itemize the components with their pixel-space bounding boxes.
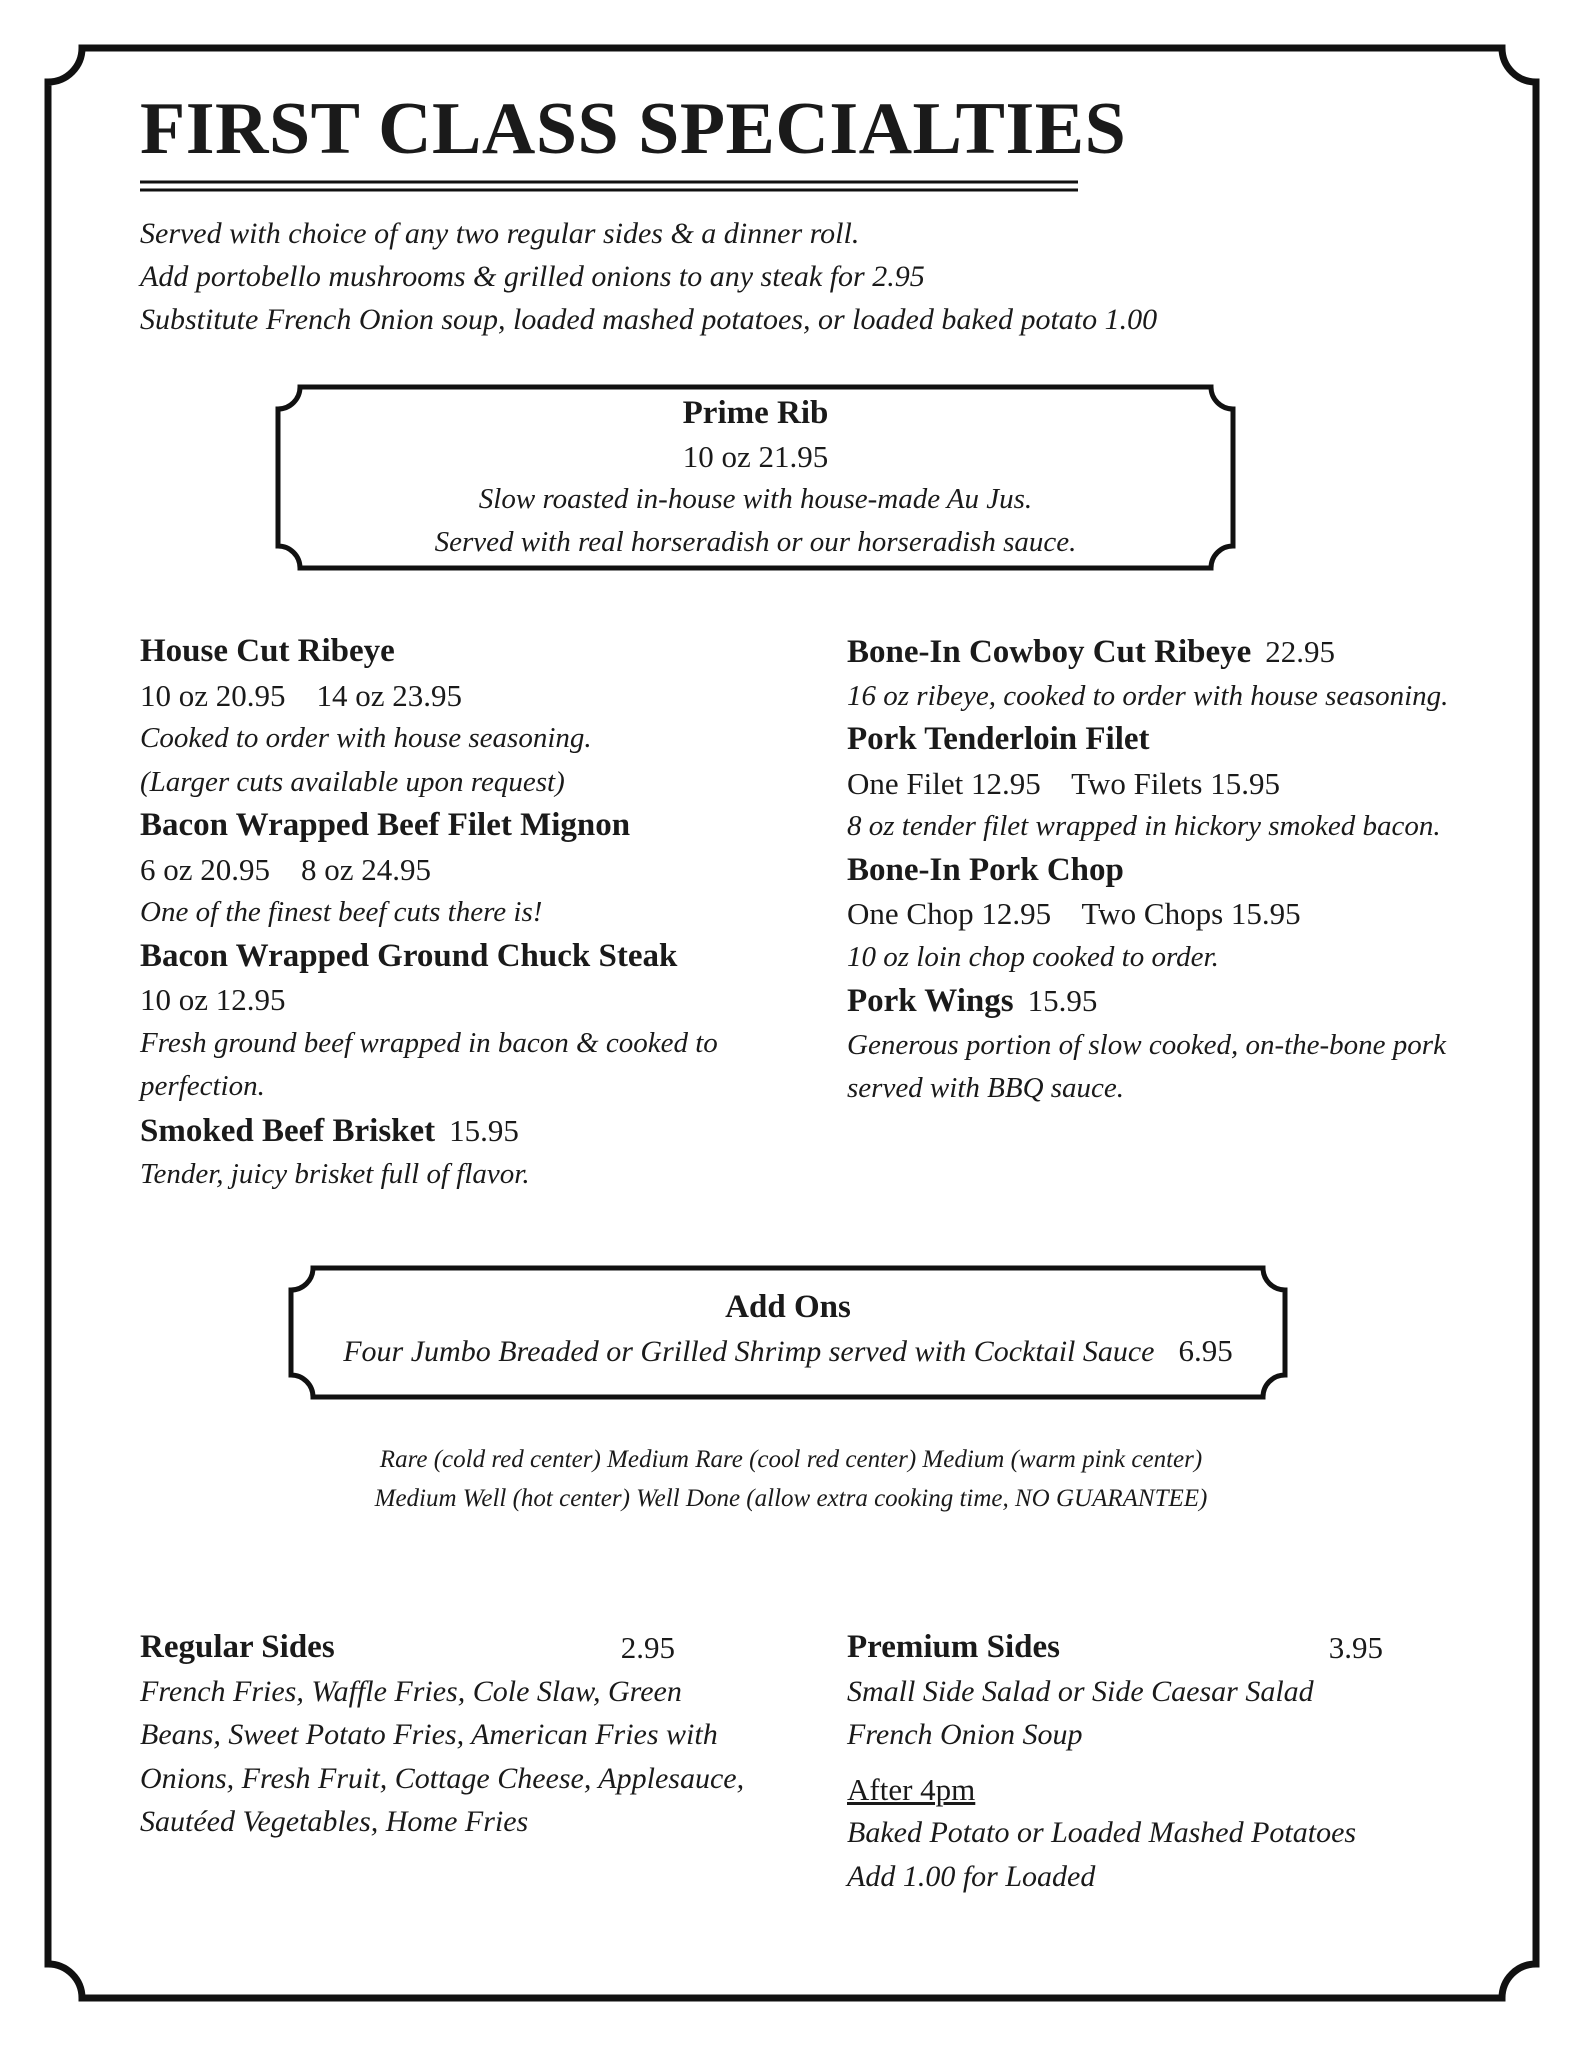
regular-sides-section [140,1626,780,1844]
intro-notes [140,212,1157,341]
prime-rib-desc: Slow roasted in-house with house-made Au Jus. [478,483,1033,515]
item-desc: served with BBQ sauce. [847,1072,1125,1104]
add-ons-item: Four Jumbo Breaded or Grilled Shrimp served with Cocktail Sauce [343,1335,1155,1368]
item-name: Bone-In Pork Chop [847,851,1124,888]
item-desc: (Larger cuts available upon request) [140,765,565,798]
item-price: One Chop 12.95 Two Chops 15.95 [847,896,1301,931]
item-name: Pork Tenderloin Filet [847,721,1150,757]
item-desc: Fresh ground beef wrapped in bacon & cooked to [140,1026,718,1059]
item-price: 10 oz 20.95 14 oz 23.95 [140,677,463,713]
right-menu-column [847,630,1507,1111]
premium-sides-section [847,1626,1507,1898]
premium-sides-title: Premium Sides [847,1629,1060,1665]
prime-rib-price: 10 oz 21.95 [682,439,829,474]
item-price: One Filet 12.95 Two Filets 15.95 [847,765,1280,801]
regular-sides-price: 2.95 [620,1630,675,1665]
item-name: House Cut Ribeye [140,633,395,669]
intro-line: Served with choice of any two regular sides & a dinner roll. [140,217,860,250]
item-price: 22.95 [1265,634,1336,669]
after-4pm-title: After 4pm [847,1771,976,1807]
item-desc: 8 oz tender filet wrapped in hickory smoked bacon. [847,810,1441,842]
premium-sides-header [847,1626,1383,1670]
after-4pm-line: Baked Potato or Loaded Mashed Potatoes [847,1816,1357,1849]
item-row [847,630,1507,675]
regular-sides-title: Regular Sides [140,1629,335,1665]
item-price: 15.95 [1027,983,1098,1018]
doneness-line: Medium Well (hot center) Well Done (allow extra cooking time, NO GUARANTEE) [374,1485,1208,1512]
prime-rib-desc: Served with real horseradish or our horseradish sauce. [434,526,1077,558]
doneness-guide [0,1440,1582,1518]
intro-line: Add portobello mushrooms & grilled onions to any steak for 2.95 [140,260,925,293]
item-row [847,979,1507,1024]
add-ons-price: 6.95 [1178,1333,1233,1368]
item-price: 6 oz 20.95 8 oz 24.95 [140,851,432,887]
item-price: 10 oz 12.95 [140,982,286,1017]
item-row [140,1109,780,1154]
premium-sides-line: French Onion Soup [847,1718,1083,1751]
intro-line: Substitute French Onion soup, loaded mashed potatoes, or loaded baked potato 1.00 [140,303,1158,336]
item-name: Bone-In Cowboy Cut Ribeye [847,634,1252,670]
left-menu-column [140,630,780,1197]
item-name: Bacon Wrapped Beef Filet Mignon [140,807,631,843]
regular-sides-line: Sautéed Vegetables, Home Fries [140,1805,529,1838]
prime-rib-section [278,392,1233,564]
doneness-line: Rare (cold red center) Medium Rare (cool red center) Medium (warm pink center) [379,1446,1203,1473]
item-desc: Cooked to order with house seasoning. [140,722,592,754]
item-desc: perfection. [140,1070,265,1102]
regular-sides-line: Beans, Sweet Potato Fries, American Fries with [140,1718,718,1751]
premium-sides-price: 3.95 [1328,1630,1383,1665]
item-desc: Generous portion of slow cooked, on-the-bone pork [847,1028,1446,1061]
item-name: Pork Wings [847,983,1014,1019]
item-name: Smoked Beef Brisket [140,1112,436,1149]
item-desc: 10 oz loin chop cooked to order. [847,940,1219,973]
premium-sides-line: Small Side Salad or Side Caesar Salad [847,1674,1314,1708]
regular-sides-line: Onions, Fresh Fruit, Cottage Cheese, Applesauce, [140,1761,745,1795]
item-desc: One of the finest beef cuts there is! [140,896,543,928]
item-desc: 16 oz ribeye, cooked to order with house seasoning. [847,679,1449,712]
add-ons-title: Add Ons [725,1289,851,1325]
add-ons-row [291,1329,1285,1378]
page-title: FIRST CLASS SPECIALTIES [140,88,1127,170]
item-desc: Tender, juicy brisket full of flavor. [140,1158,530,1190]
regular-sides-line: French Fries, Waffle Fries, Cole Slaw, Green [140,1674,682,1708]
item-name: Bacon Wrapped Ground Chuck Steak [140,937,678,974]
item-price: 15.95 [449,1112,519,1148]
add-ons-section [291,1286,1285,1378]
regular-sides-header [140,1626,675,1670]
after-4pm-line: Add 1.00 for Loaded [847,1859,1096,1893]
prime-rib-name: Prime Rib [682,395,829,431]
